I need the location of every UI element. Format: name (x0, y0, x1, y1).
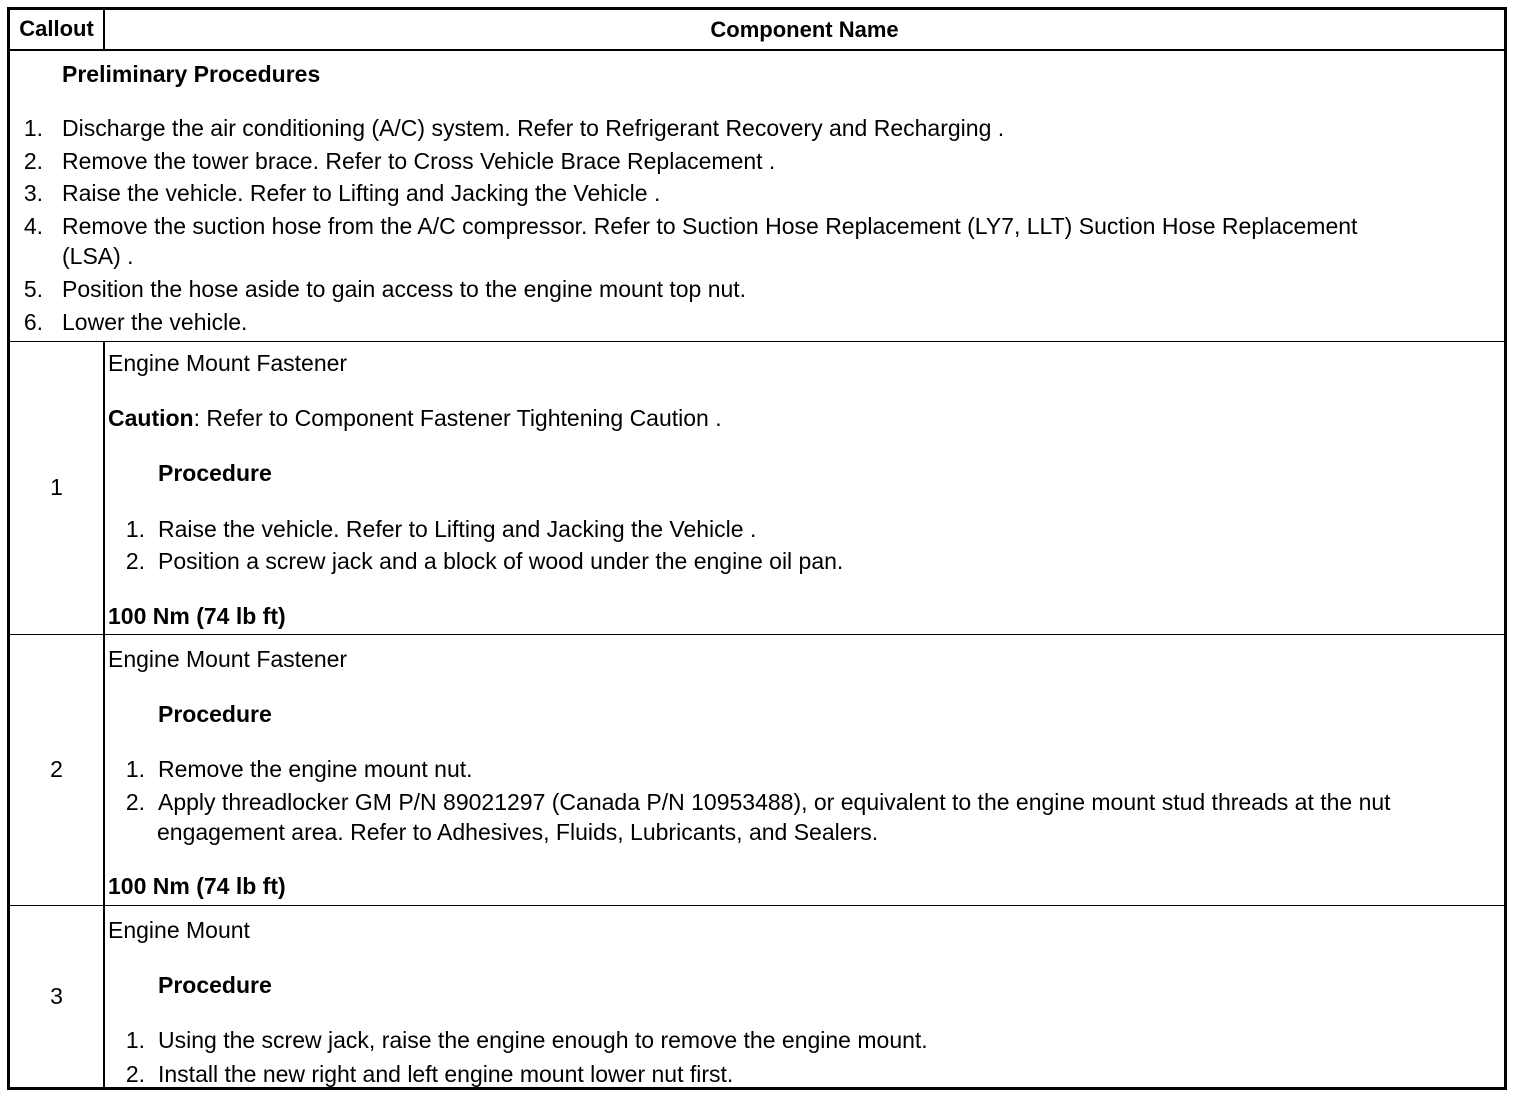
preliminary-procedures-title: Preliminary Procedures (62, 61, 321, 87)
caution-label: Caution (108, 405, 194, 431)
callout-number: 2 (50, 756, 63, 783)
list-item: Raise the vehicle. Refer to Lifting and Jacking the Vehicle . (62, 180, 661, 206)
list-item-number: 1. (125, 1027, 145, 1053)
component-name: Engine Mount (108, 917, 250, 943)
list-item: Install the new right and left engine mount lower nut first. (158, 1061, 734, 1087)
component-cell (105, 341, 1504, 634)
list-item: Remove the engine mount nut. (158, 756, 473, 782)
list-item: Apply threadlocker GM P/N 89021297 (Canada P/N 10953488), or equivalent to the engine mount stud threads at the nut (158, 789, 1391, 815)
procedure-title: Procedure (158, 701, 272, 727)
list-item-number: 3. (23, 180, 43, 206)
list-item-number: 2. (23, 148, 43, 174)
procedure-title: Procedure (158, 972, 272, 998)
torque-spec: 100 Nm (74 lb ft) (108, 603, 286, 629)
callout-row-3 (10, 906, 1504, 1087)
callout-row-2 (10, 635, 1504, 906)
callout-cell (10, 635, 105, 905)
callout-cell (10, 341, 105, 634)
caution-text: : Refer to Component Fastener Tightening Caution . (193, 405, 722, 431)
list-item-number: 2. (125, 548, 145, 574)
procedure-title: Procedure (158, 460, 272, 486)
list-item-number: 2. (125, 789, 145, 815)
caution-note (108, 405, 722, 433)
list-item-number: 1. (125, 756, 145, 782)
list-item: Raise the vehicle. Refer to Lifting and Jacking the Vehicle . (158, 516, 757, 542)
component-name: Engine Mount Fastener (108, 350, 348, 376)
component-name-header: Component Name (710, 17, 899, 42)
callout-row-1 (10, 341, 1504, 635)
callout-number: 3 (50, 982, 63, 1009)
list-item: Lower the vehicle. (62, 309, 248, 335)
list-item-number: 5. (23, 276, 43, 302)
list-item: Discharge the air conditioning (A/C) system. Refer to Refrigerant Recovery and Recharging . (62, 115, 1005, 141)
callout-header-cell (10, 10, 105, 49)
callout-number: 1 (50, 473, 63, 500)
list-item-number: 1. (23, 115, 43, 141)
component-name: Engine Mount Fastener (108, 646, 348, 672)
component-cell (105, 906, 1504, 1087)
list-item-number: 4. (23, 213, 43, 239)
list-item: Remove the tower brace. Refer to Cross Vehicle Brace Replacement . (62, 148, 776, 174)
list-item-number: 1. (125, 516, 145, 542)
table-header-row (10, 10, 1504, 51)
list-item: Position a screw jack and a block of wood under the engine oil pan. (158, 548, 844, 574)
list-item: Remove the suction hose from the A/C compressor. Refer to Suction Hose Replacement (LY7, LLT) Suction Hose Replacement (62, 213, 1358, 239)
component-cell (105, 635, 1504, 905)
list-item-number: 6. (23, 309, 43, 335)
procedure-table (7, 7, 1507, 1090)
callout-cell (10, 906, 105, 1087)
list-item: Position the hose aside to gain access to the engine mount top nut. (62, 276, 747, 302)
list-item-number: 2. (125, 1061, 145, 1087)
list-item-continuation: (LSA) . (62, 243, 134, 269)
list-item-continuation: engagement area. Refer to Adhesives, Fluids, Lubricants, and Sealers. (157, 819, 879, 845)
list-item: Using the screw jack, raise the engine enough to remove the engine mount. (158, 1027, 928, 1053)
component-name-header-cell (105, 10, 1504, 49)
torque-spec: 100 Nm (74 lb ft) (108, 873, 286, 899)
callout-header: Callout (19, 16, 94, 42)
preliminary-procedures-row (10, 51, 1504, 342)
